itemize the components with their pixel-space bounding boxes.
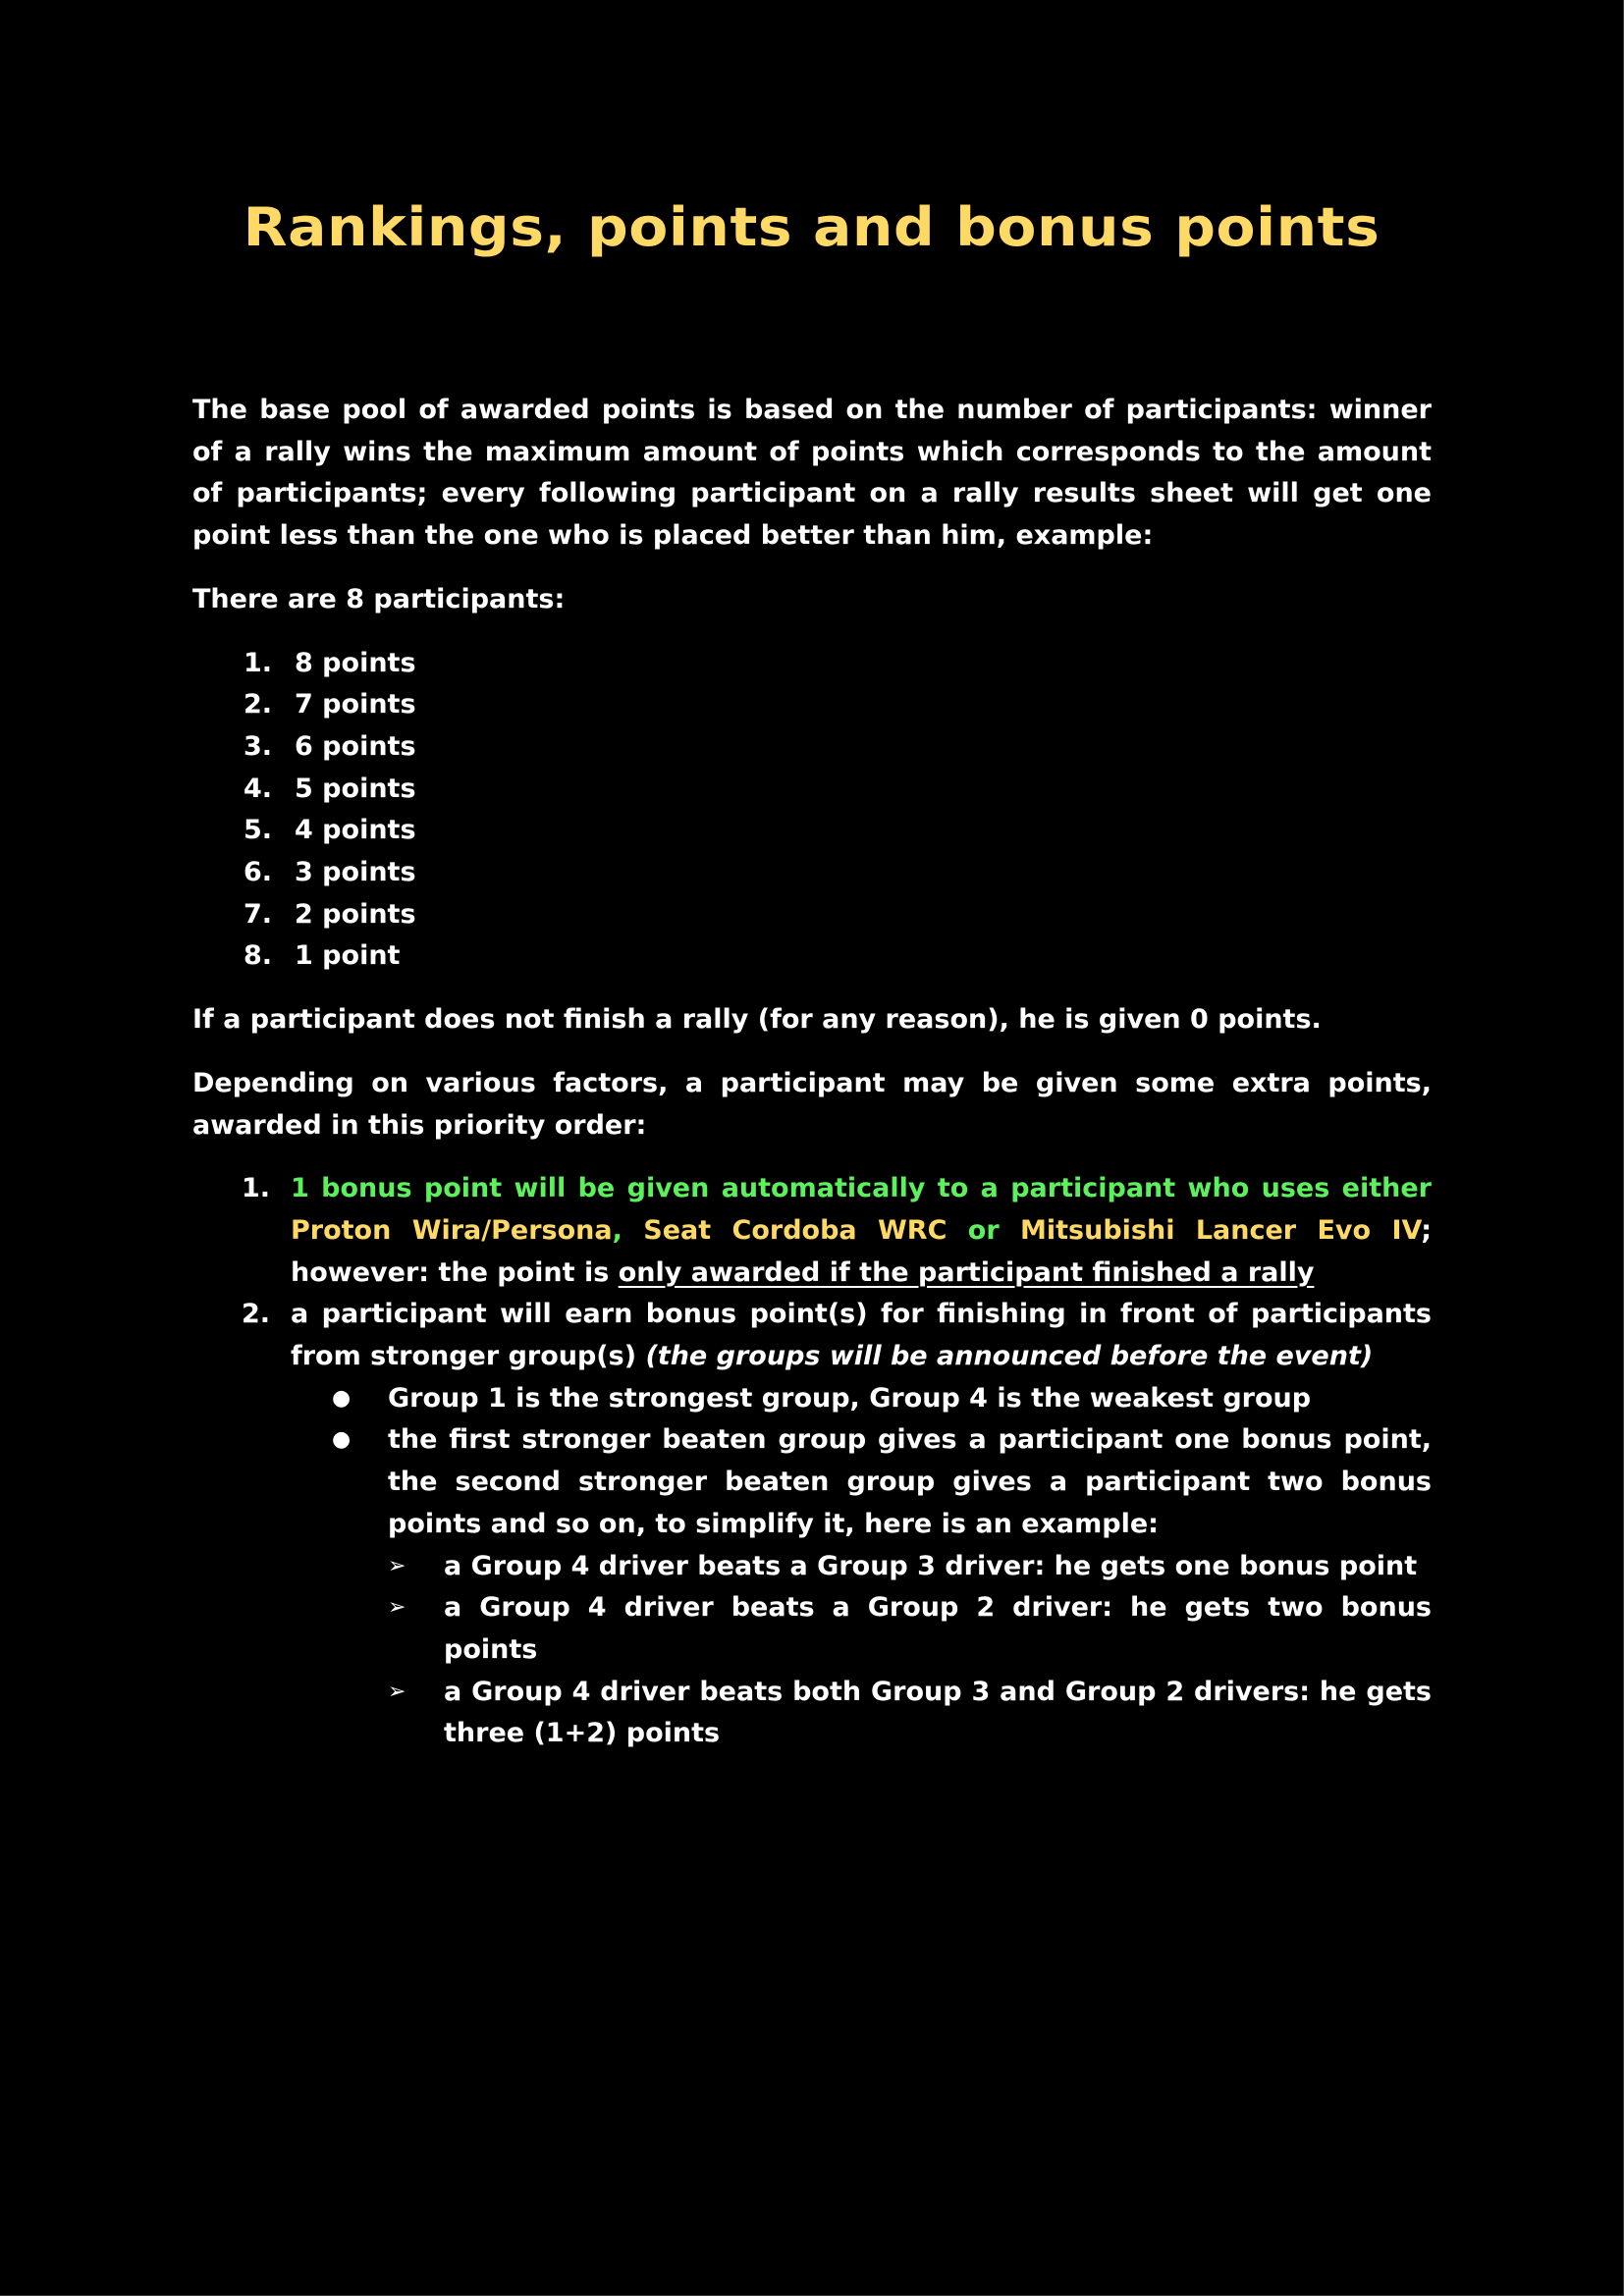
list-number: 1. bbox=[244, 647, 273, 678]
points-list bbox=[192, 643, 1432, 979]
group-rule-text: Group 1 is the strongest group, Group 4 is the weakest group bbox=[388, 1382, 1312, 1414]
points-label: 1 point bbox=[295, 940, 401, 972]
group-rule-text: the first stronger beaten group gives a participant one bonus point, the second stronger beaten group gives a participant two bonus points and so on, to simplify it, here is an example: bbox=[388, 1424, 1432, 1539]
dnf-paragraph: If a participant does not finish a rally (for any reason), he is given 0 points. bbox=[192, 1004, 1322, 1036]
list-number: 1. bbox=[242, 1173, 271, 1204]
group-rules-list bbox=[291, 1378, 1432, 1755]
points-label: 2 points bbox=[295, 898, 416, 930]
extra-points-paragraph: Depending on various factors, a participant may be given some extra points, awarded in this priority order: bbox=[192, 1067, 1432, 1141]
page-title: Rankings, points and bonus points bbox=[243, 196, 1380, 258]
list-number: 5. bbox=[244, 815, 273, 846]
example-item bbox=[388, 1672, 1432, 1755]
points-list-item bbox=[244, 894, 1432, 936]
car-name: Mitsubishi Lancer Evo IV bbox=[1020, 1214, 1422, 1246]
arrowhead-bullet-icon: ➢ bbox=[388, 1679, 406, 1704]
car-name: Seat Cordoba WRC bbox=[643, 1214, 947, 1246]
example-text: a Group 4 driver beats a Group 3 driver: he gets one bonus point bbox=[444, 1550, 1418, 1581]
points-label: 4 points bbox=[295, 815, 416, 846]
list-number: 8. bbox=[244, 940, 273, 972]
bonus-rule-groups bbox=[242, 1294, 1432, 1755]
bullet-dot-icon: ● bbox=[332, 1385, 352, 1411]
document-body bbox=[192, 390, 1432, 1755]
group-rule-item bbox=[332, 1378, 1432, 1420]
list-number: 2. bbox=[244, 689, 273, 721]
car-name: Proton Wira/Persona bbox=[291, 1214, 613, 1246]
list-number: 4. bbox=[244, 773, 273, 804]
points-list-item bbox=[244, 726, 1432, 769]
bonus-rule-text bbox=[291, 1294, 1432, 1755]
points-list-item bbox=[244, 684, 1432, 726]
points-list-item bbox=[244, 643, 1432, 685]
points-label: 8 points bbox=[295, 647, 416, 678]
example-text: a Group 4 driver beats a Group 2 driver: he gets two bonus points bbox=[444, 1592, 1432, 1665]
example-item bbox=[388, 1587, 1432, 1671]
points-label: 7 points bbox=[295, 689, 416, 721]
example-text: a Group 4 driver beats both Group 3 and Group 2 drivers: he gets three (1+2) points bbox=[444, 1676, 1432, 1749]
example-heading: There are 8 participants: bbox=[192, 583, 566, 614]
points-label: 3 points bbox=[295, 857, 416, 888]
list-number: 7. bbox=[244, 898, 273, 930]
points-list-item bbox=[244, 935, 1432, 978]
bonus-rules-list bbox=[192, 1168, 1432, 1755]
group-rule-text-block bbox=[388, 1419, 1432, 1755]
points-label: 6 points bbox=[295, 730, 416, 762]
separator: or bbox=[967, 1214, 1000, 1246]
arrowhead-bullet-icon: ➢ bbox=[388, 1553, 406, 1578]
points-list-item bbox=[244, 769, 1432, 811]
bonus-rule-note: (the groups will be announced before the event) bbox=[645, 1341, 1374, 1372]
bullet-dot-icon: ● bbox=[332, 1427, 352, 1453]
separator: , bbox=[612, 1214, 623, 1246]
list-number: 2. bbox=[242, 1299, 271, 1330]
examples-list bbox=[332, 1546, 1432, 1756]
bonus-rule-text bbox=[291, 1168, 1432, 1294]
example-item bbox=[388, 1546, 1432, 1588]
arrowhead-bullet-icon: ➢ bbox=[388, 1595, 406, 1621]
points-list-item bbox=[244, 852, 1432, 894]
group-rule-item bbox=[332, 1419, 1432, 1755]
bonus-rule-emphasis: only awarded if the participant finished a rally bbox=[618, 1256, 1315, 1288]
points-label: 5 points bbox=[295, 773, 416, 804]
bonus-rule-condition: ; however: the point is bbox=[291, 1214, 1432, 1288]
bonus-rule-description: a participant will earn bonus point(s) for finishing in front of participants from stronger group(s) bbox=[291, 1299, 1432, 1372]
points-list-item bbox=[244, 810, 1432, 852]
bonus-rule-car bbox=[242, 1168, 1432, 1294]
list-number: 6. bbox=[244, 857, 273, 888]
list-number: 3. bbox=[244, 730, 273, 762]
intro-paragraph: The base pool of awarded points is based on the number of participants: winner of a rally wins the maximum amount of points which corresponds to the amount of participants; every following participant on a rally results sheet will get one point less than the one who is placed better than him, example: bbox=[192, 395, 1432, 552]
bonus-rule-intro: 1 bonus point will be given automatically to a participant who uses either bbox=[291, 1173, 1432, 1204]
